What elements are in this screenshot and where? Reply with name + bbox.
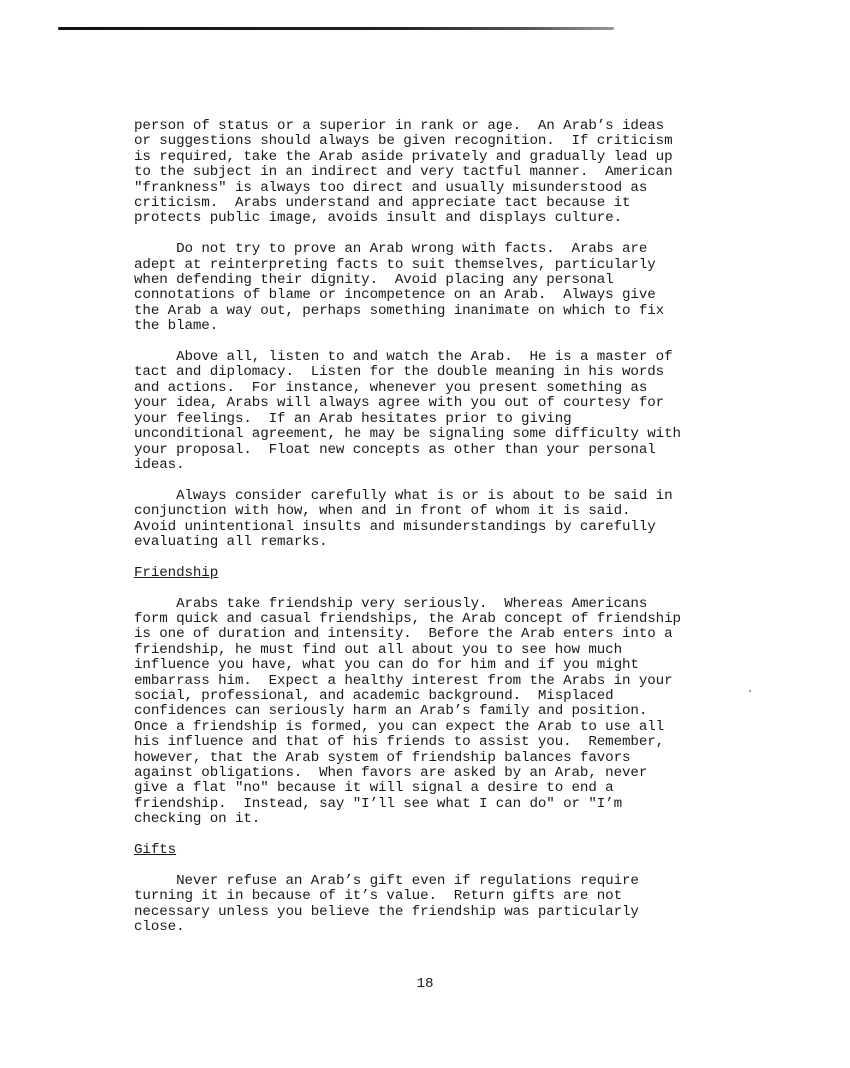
paragraph-gifts: Never refuse an Arab’s gift even if regulations require turning it in because of it’s value. Return gifts are not necessary unless you believe the friendship was particularly close. <box>134 872 639 936</box>
section-heading-friendship: Friendship <box>134 564 219 581</box>
scan-speck <box>749 690 751 692</box>
paragraph-facts: Do not try to prove an Arab wrong with facts. Arabs are adept at reinterpreting facts to suit themselves, particularly when defending their dignity. Avoid placing any personal connotations of blame or incompetence on an Arab. Always give the Arab a way out, perhaps something inanimate on which to fix the blame. <box>134 241 665 335</box>
paragraph-listen: Above all, listen to and watch the Arab. He is a master of tact and diplomacy. Listen for the double meaning in his words and actions. For instance, whenever you present something as your idea, Arabs will always agree with you out of courtesy for your feelings. If an Arab hesitates prior to giving unconditional agreement, he may be signaling some difficulty with your proposal. Float new concepts as other than your personal ideas. <box>134 349 681 473</box>
page-number: 18 <box>416 976 434 992</box>
page-body <box>134 119 774 951</box>
paragraph-friendship: Arabs take friendship very seriously. Whereas Americans form quick and casual friendships, the Arab concept of friendship is one of duration and intensity. Before the Arab enters into a friendship, he must find out all about you to see how much influence you have, what you can do for him and if you might embarrass him. Expect a healthy interest from the Arabs in your social, professional, and academic background. Misplaced confidences can seriously harm an Arab’s family and position. Once a friendship is formed, you can expect the Arab to use all his influence and that of his friends to assist you. Remember, however, that the Arab system of friendship balances favors against obligations. When favors are asked by an Arab, never give a flat "no" because it will signal a desire to end a friendship. Instead, say "I’ll see what I can do" or "I’m checking on it. <box>134 595 681 828</box>
paragraph-consider: Always consider carefully what is or is about to be said in conjunction with how, when and in front of whom it is said. Avoid unintentional insults and misunderstandings by carefully evaluating all remarks. <box>134 487 673 550</box>
paragraph-status-criticism: person of status or a superior in rank or age. An Arab’s ideas or suggestions should always be given recognition. If criticism is required, take the Arab aside privately and gradually lead up to the subject in an indirect and very tactful manner. American "frankness" is always too direct and usually misunderstood as criticism. Arabs understand and appreciate tact because it protects public image, avoids insult and displays culture. <box>134 118 673 227</box>
section-heading-gifts: Gifts <box>134 842 177 858</box>
top-rule <box>58 27 614 30</box>
